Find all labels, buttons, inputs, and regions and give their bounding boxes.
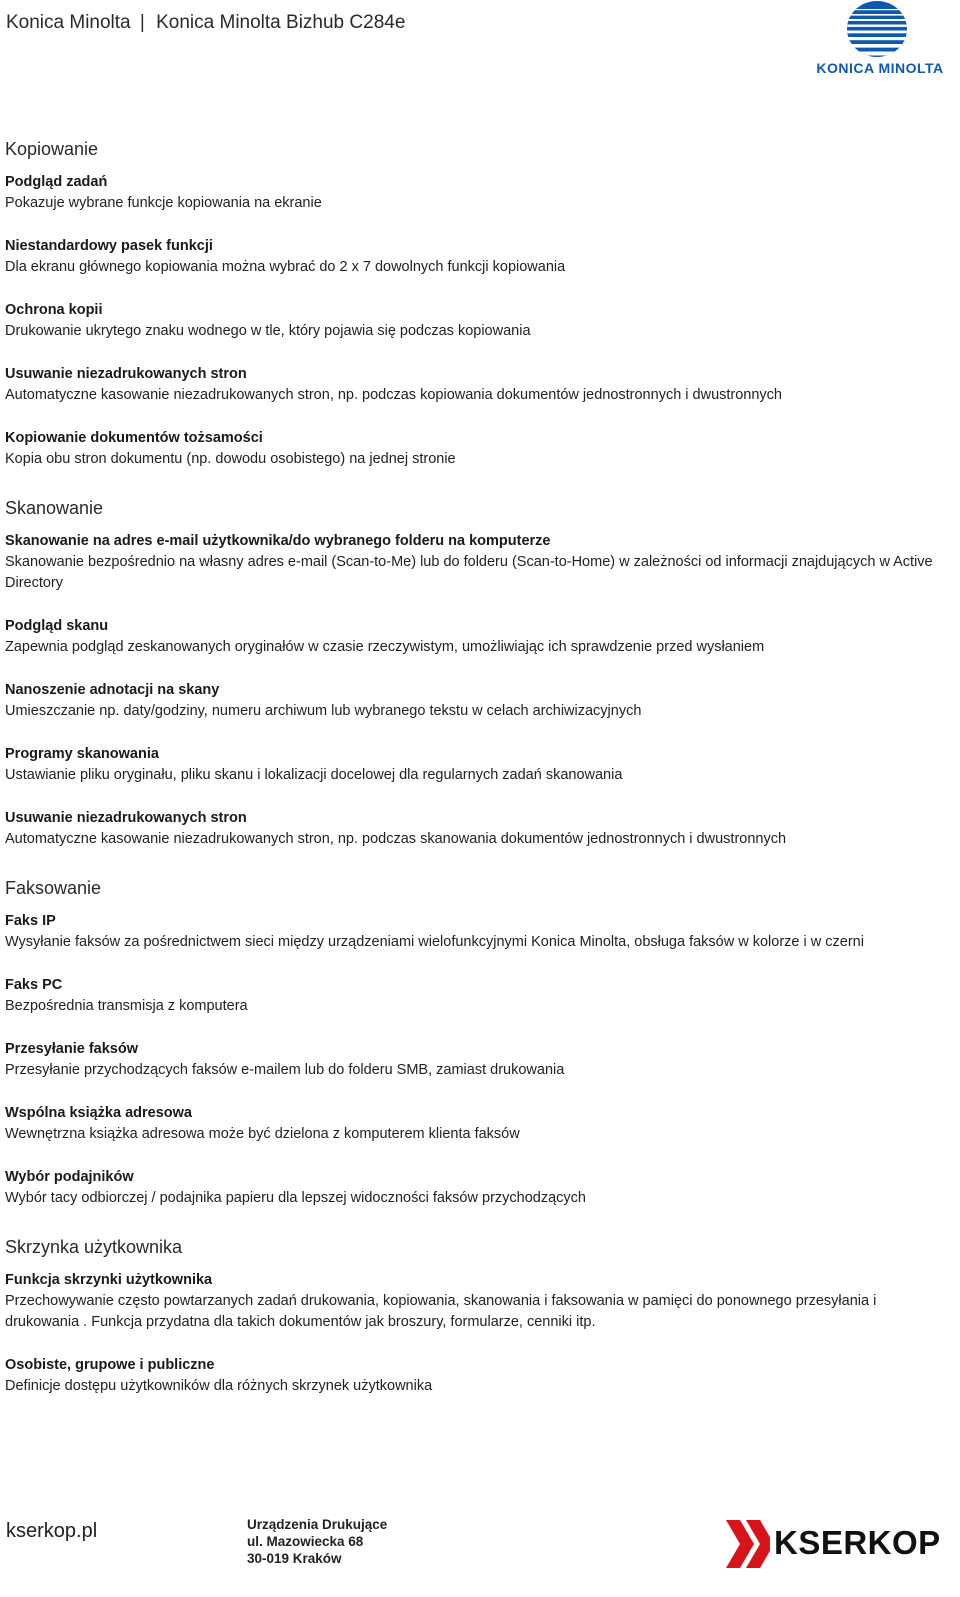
feature-item — [5, 531, 950, 594]
header-title — [6, 12, 405, 34]
feature-item — [5, 1270, 950, 1333]
section-title: Faksowanie — [5, 878, 102, 898]
feature-description: Dla ekranu głównego kopiowania można wybrać do 2 x 7 dowolnych funkcji kopiowania — [5, 259, 566, 275]
kserkop-mark-icon — [726, 1520, 770, 1568]
feature-description: Drukowanie ukrytego znaku wodnego w tle, który pojawia się podczas kopiowania — [5, 323, 531, 339]
feature-item — [5, 172, 950, 214]
kserkop-logo — [726, 1520, 941, 1568]
feature-name: Funkcja skrzynki użytkownika — [5, 1272, 213, 1288]
feature-name: Programy skanowania — [5, 746, 159, 762]
header-model: Konica Minolta Bizhub C284e — [156, 12, 406, 33]
feature-name: Ochrona kopii — [5, 302, 103, 318]
feature-item — [5, 808, 950, 850]
konica-minolta-globe-icon — [846, 0, 908, 58]
feature-name: Usuwanie niezadrukowanych stron — [5, 366, 247, 382]
kserkop-wordmark: KSERKOP — [774, 1524, 941, 1561]
feature-description: Wewnętrzna książka adresowa może być dzielona z komputerem klienta faksów — [5, 1126, 520, 1142]
feature-description: Automatyczne kasowanie niezadrukowanych stron, np. podczas skanowania dokumentów jednostronnych i dwustronnych — [5, 831, 787, 847]
feature-item — [5, 364, 950, 406]
header-brand: Konica Minolta — [6, 12, 131, 33]
feature-list — [5, 137, 950, 1423]
feature-item — [5, 1167, 950, 1209]
konica-minolta-wordmark: KONICA MINOLTA — [816, 60, 944, 76]
section-skrzynka-uzytkownika — [5, 1235, 950, 1397]
header-separator: | — [139, 12, 145, 33]
document-footer — [0, 1510, 960, 1597]
feature-name: Podgląd zadań — [5, 174, 108, 190]
feature-name: Przesyłanie faksów — [5, 1041, 138, 1057]
feature-item — [5, 236, 950, 278]
feature-name: Skanowanie na adres e-mail użytkownika/do wybranego folderu na komputerze — [5, 533, 551, 549]
feature-item — [5, 300, 950, 342]
feature-name: Faks IP — [5, 913, 56, 929]
feature-name: Podgląd skanu — [5, 618, 109, 634]
feature-name: Usuwanie niezadrukowanych stron — [5, 810, 247, 826]
address-line: 30-019 Kraków — [247, 1551, 342, 1566]
section-skanowanie — [5, 496, 950, 850]
feature-name: Niestandardowy pasek funkcji — [5, 238, 213, 254]
feature-description: Kopia obu stron dokumentu (np. dowodu osobistego) na jednej stronie — [5, 451, 456, 467]
feature-item — [5, 1103, 950, 1145]
feature-description: Przechowywanie często powtarzanych zadań drukowania, kopiowania, skanowania i faksowania w pamięci do ponownego przesyłania i drukowania . Funkcja przydatna dla takich dokumentów jak broszury, formularze, cenniki itp. — [5, 1293, 877, 1330]
feature-description: Przesyłanie przychodzących faksów e-mailem lub do folderu SMB, zamiast drukowania — [5, 1062, 565, 1078]
footer-address — [247, 1516, 387, 1567]
feature-name: Kopiowanie dokumentów tożsamości — [5, 430, 263, 446]
feature-item — [5, 680, 950, 722]
feature-item — [5, 1355, 950, 1397]
feature-name: Nanoszenie adnotacji na skany — [5, 682, 220, 698]
feature-description: Wysyłanie faksów za pośrednictwem sieci między urządzeniami wielofunkcyjnymi Konica Minolta, obsługa faksów w kolorze i w czerni — [5, 934, 864, 950]
feature-name: Osobiste, grupowe i publiczne — [5, 1357, 215, 1373]
feature-item — [5, 616, 950, 658]
konica-minolta-logo — [810, 0, 950, 80]
feature-item — [5, 428, 950, 470]
section-title: Skanowanie — [5, 498, 104, 518]
feature-name: Faks PC — [5, 977, 63, 993]
section-title: Kopiowanie — [5, 139, 99, 159]
section-kopiowanie — [5, 137, 950, 470]
feature-description: Umieszczanie np. daty/godziny, numeru archiwum lub wybranego tekstu w celach archiwizacyjnych — [5, 703, 642, 719]
feature-description: Ustawianie pliku oryginału, pliku skanu i lokalizacji docelowej dla regularnych zadań skanowania — [5, 767, 623, 783]
feature-name: Wybór podajników — [5, 1169, 134, 1185]
feature-description: Zapewnia podgląd zeskanowanych oryginałów w czasie rzeczywistym, umożliwiając ich sprawdzenie przed wysłaniem — [5, 639, 765, 655]
section-faksowanie — [5, 876, 950, 1209]
feature-item — [5, 975, 950, 1017]
address-line: Urządzenia Drukujące — [247, 1517, 388, 1532]
feature-item — [5, 1039, 950, 1081]
feature-item — [5, 911, 950, 953]
feature-description: Wybór tacy odbiorczej / podajnika papieru dla lepszej widoczności faksów przychodzących — [5, 1190, 586, 1206]
feature-description: Skanowanie bezpośrednio na własny adres e-mail (Scan-to-Me) lub do folderu (Scan-to-Home) w zależności od informacji znajdujących w Active Directory — [5, 554, 933, 591]
feature-description: Definicje dostępu użytkowników dla różnych skrzynek użytkownika — [5, 1378, 433, 1394]
feature-item — [5, 744, 950, 786]
feature-name: Wspólna książka adresowa — [5, 1105, 192, 1121]
feature-description: Automatyczne kasowanie niezadrukowanych stron, np. podczas kopiowania dokumentów jednostronnych i dwustronnych — [5, 387, 782, 403]
feature-description: Pokazuje wybrane funkcje kopiowania na ekranie — [5, 195, 322, 211]
feature-description: Bezpośrednia transmisja z komputera — [5, 998, 248, 1014]
section-title: Skrzynka użytkownika — [5, 1237, 183, 1257]
address-line: ul. Mazowiecka 68 — [247, 1534, 364, 1549]
footer-website: kserkop.pl — [6, 1520, 98, 1542]
